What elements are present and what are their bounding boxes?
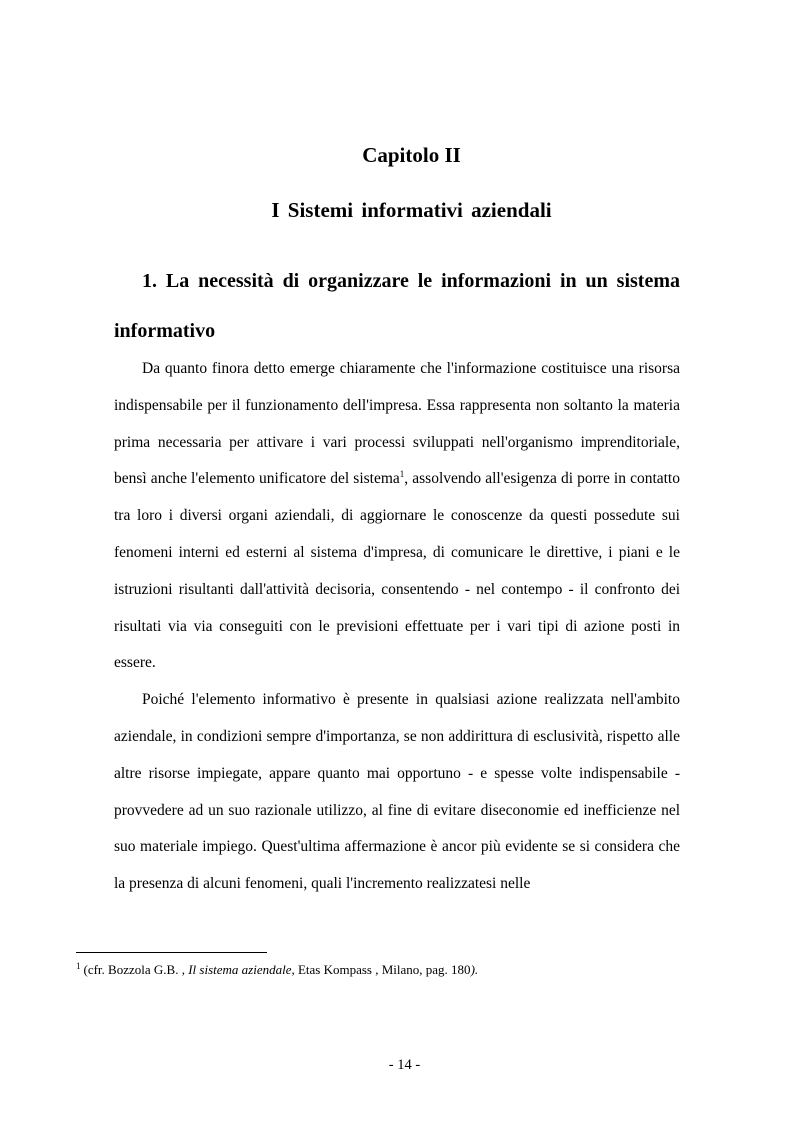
paragraph-1-text-after-note: , assolvendo all'esigenza di porre in contatto tra loro i diversi organi aziendali, di aggiornare le conoscenze da questi possedute sui fenomeni interni ed esterni al sistema d'impresa, di comunicare le direttive, i piani e le istruzioni risultanti dall'attività decisoria, consentendo - nel contempo - il confronto dei risultati via via conseguiti con le previsioni effettuate per i vari tipi di azione posti in essere. bbox=[114, 470, 680, 672]
footnote-prefix: (cfr. Bozzola G.B. , bbox=[83, 962, 189, 977]
paragraph-1 bbox=[114, 351, 680, 682]
page-number: - 14 - bbox=[388, 1057, 421, 1073]
footnote-mark: 1 bbox=[76, 960, 81, 971]
paragraph-1-text-before-note: Da quanto finora detto emerge chiaramente che l'informazione costituisce una risorsa indispensabile per il funzionamento dell'impresa. Essa rappresenta non soltanto la materia prima necessaria per attivare i vari processi sviluppati nell'organismo imprenditoriale, bensì anche l'elemento unificatore del sistema bbox=[114, 360, 680, 488]
footnote bbox=[76, 962, 478, 978]
footnote-reference: 1 bbox=[399, 469, 405, 480]
body-text bbox=[114, 351, 680, 903]
section-title: I Sistemi informativi aziendali bbox=[271, 198, 552, 222]
footnote-closing: ). bbox=[470, 962, 479, 977]
chapter-title: Capitolo II bbox=[362, 143, 461, 167]
footnote-divider bbox=[76, 952, 267, 953]
footnote-publisher: Etas Kompass , Milano, pag. 180 bbox=[294, 962, 471, 977]
footnote-book-title: Il sistema aziendale, bbox=[188, 962, 295, 977]
subsection-heading: 1. La necessità di organizzare le informazioni in un sistema informativo bbox=[114, 270, 680, 342]
paragraph-2: Poiché l'elemento informativo è presente in qualsiasi azione realizzata nell'ambito aziendale, in condizioni sempre d'importanza, se non addirittura di esclusività, rispetto alle altre risorse impiegate, appare quanto mai opportuno - e spesse volte indispensabile - provvedere ad un suo razionale utilizzo, al fine di evitare diseconomie ed inefficienze nel suo materiale impiego. Quest'ultima affermazione è ancor più evidente se si considera che la presenza di alcuni fenomeni, quali l'incremento realizzatesi nelle bbox=[114, 691, 680, 893]
